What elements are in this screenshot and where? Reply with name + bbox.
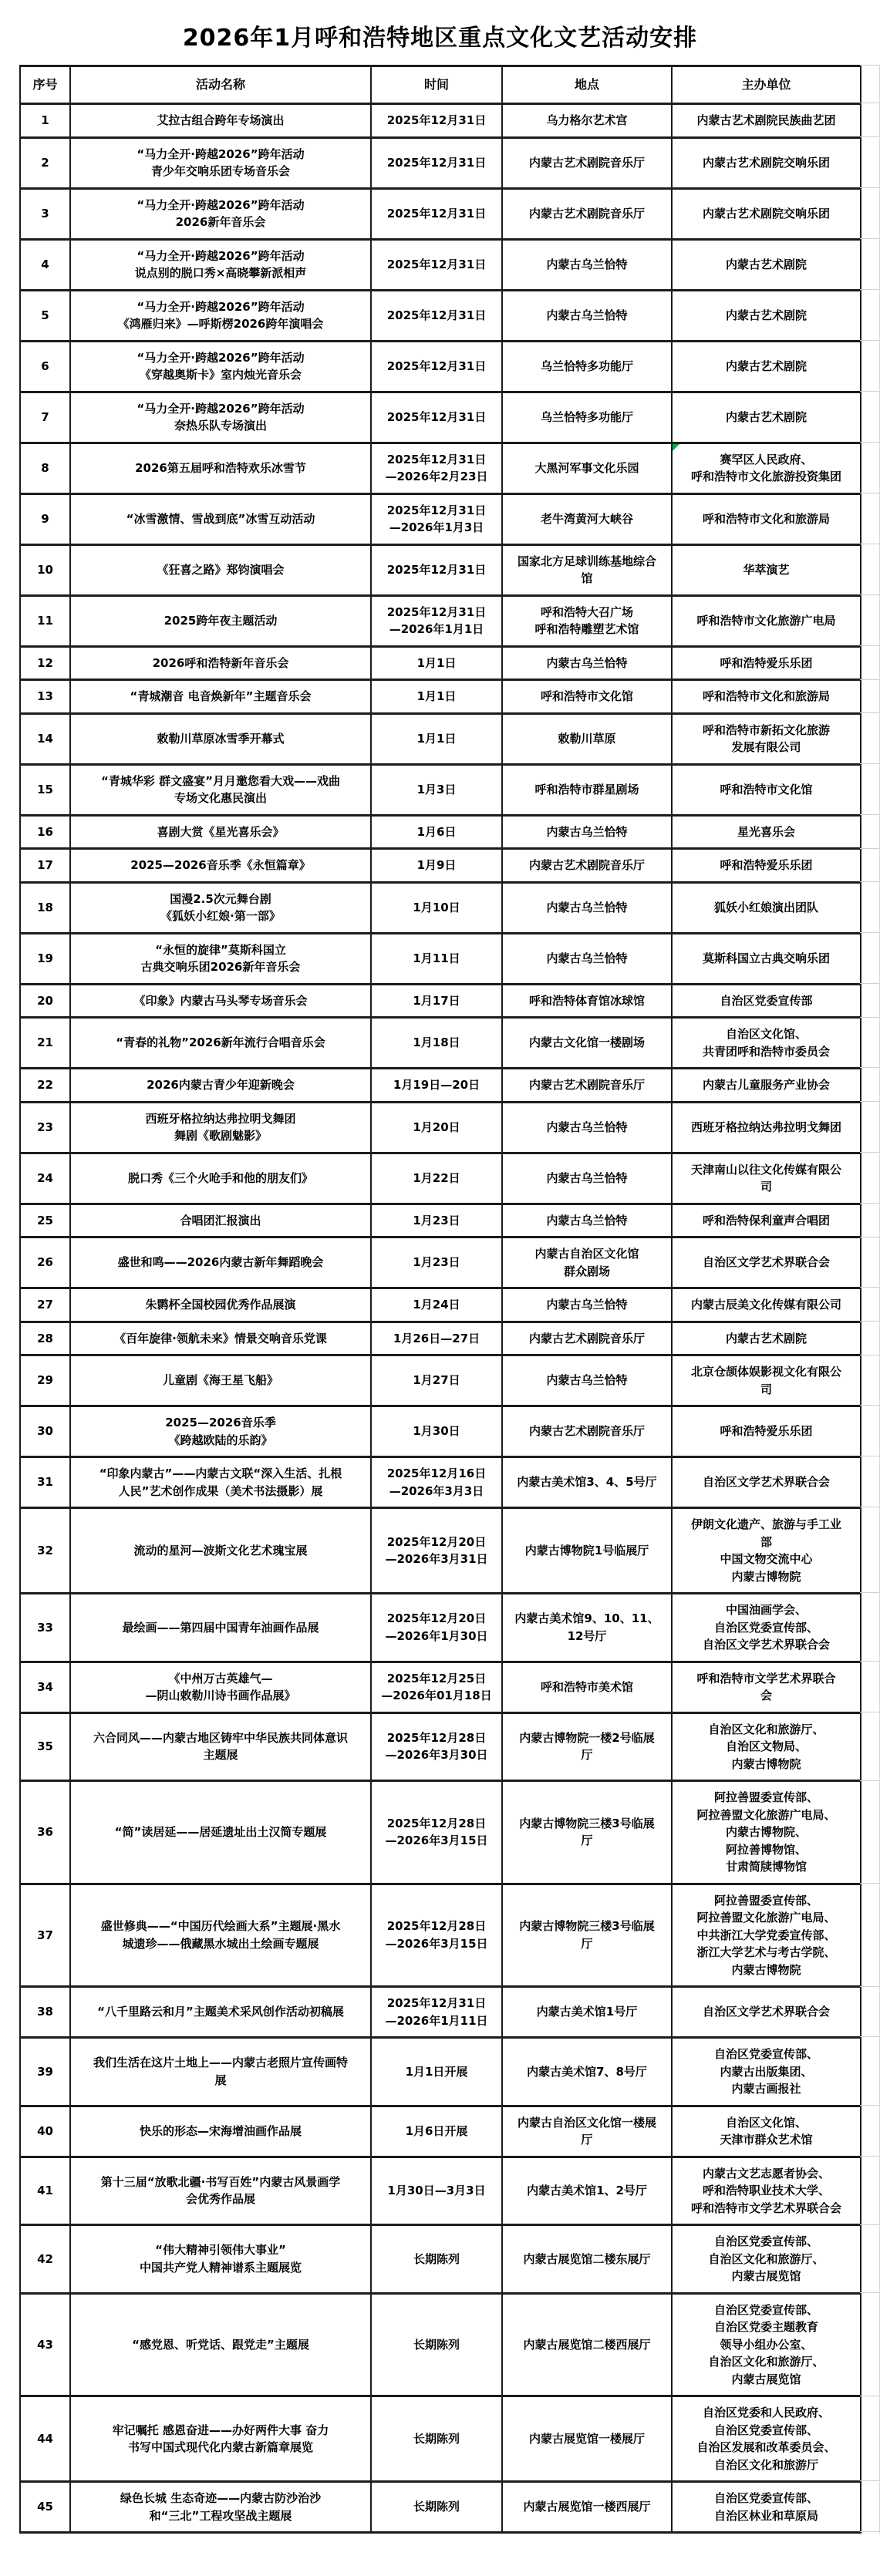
header-activity-name: 活动名称 [70, 66, 371, 104]
cell-time: 长期陈列 [371, 2293, 502, 2396]
cell-time: 1月19日—20日 [371, 1069, 502, 1103]
table-row [20, 1153, 861, 1204]
cell-time: 1月30日 [371, 1406, 502, 1457]
table-row [20, 1457, 861, 1508]
cell-no: 45 [20, 2482, 70, 2533]
cell-org: 天津南山以往文化传媒有限公 司 [672, 1153, 861, 1204]
cell-name: 2025—2026音乐季 《跨越欧陆的乐韵》 [70, 1406, 371, 1457]
cell-no: 32 [20, 1508, 70, 1594]
cell-no: 29 [20, 1355, 70, 1406]
cell-name: 《印象》内蒙古马头琴专场音乐会 [70, 984, 371, 1018]
cell-place: 内蒙古美术馆7、8号厅 [502, 2038, 672, 2106]
cell-org: 内蒙古艺术剧院交响乐团 [672, 137, 861, 188]
cell-org: 内蒙古艺术剧院民族曲艺团 [672, 104, 861, 138]
cell-place: 内蒙古艺术剧院音乐厅 [502, 1406, 672, 1457]
cell-name: “马力全开·跨越2026”跨年活动 《鸿雁归来》—呼斯楞2026跨年演唱会 [70, 290, 371, 341]
cell-org: 呼和浩特保利童声合唱团 [672, 1204, 861, 1237]
cell-place: 内蒙古美术馆9、10、11、 12号厅 [502, 1594, 672, 1662]
cell-time: 2025年12月31日 [371, 392, 502, 443]
cell-org: 呼和浩特爱乐乐团 [672, 849, 861, 883]
cell-org: 自治区文学艺术界联合会 [672, 1237, 861, 1288]
cell-place: 呼和浩特市群星剧场 [502, 764, 672, 815]
table-row [20, 137, 861, 188]
cell-name: 2026内蒙古青少年迎新晚会 [70, 1069, 371, 1103]
cell-no: 12 [20, 646, 70, 680]
cell-name: 2026第五届呼和浩特欢乐冰雪节 [70, 443, 371, 493]
cell-time: 1月26日—27日 [371, 1322, 502, 1355]
cell-time: 1月3日 [371, 764, 502, 815]
cell-place: 内蒙古美术馆1号厅 [502, 1987, 672, 2038]
cell-name: 脱口秀《三个火呛手和他的朋友们》 [70, 1153, 371, 1204]
cell-no: 24 [20, 1153, 70, 1204]
cell-no: 38 [20, 1987, 70, 2038]
cell-time: 1月17日 [371, 984, 502, 1018]
cell-place: 内蒙古乌兰恰特 [502, 815, 672, 849]
cell-no: 14 [20, 713, 70, 764]
cell-place: 内蒙古展览馆二楼东展厅 [502, 2225, 672, 2294]
table-row [20, 1712, 861, 1781]
cell-org: 自治区党委和人民政府、 自治区党委宣传部、 自治区发展和改革委员会、 自治区文化和旅游厅 [672, 2396, 861, 2482]
cell-no: 18 [20, 882, 70, 933]
cell-name: 西班牙格拉纳达弗拉明戈舞团 舞剧《歌剧魅影》 [70, 1102, 371, 1153]
table-row [20, 1884, 861, 1987]
cell-place: 内蒙古自治区文化馆一楼展 厅 [502, 2106, 672, 2157]
cell-time: 1月6日 [371, 815, 502, 849]
table-row [20, 764, 861, 815]
cell-place: 内蒙古艺术剧院音乐厅 [502, 849, 672, 883]
cell-org: 呼和浩特爱乐乐团 [672, 1406, 861, 1457]
cell-place: 内蒙古乌兰恰特 [502, 1204, 672, 1237]
table-row [20, 2106, 861, 2157]
cell-org: 呼和浩特市文化馆 [672, 764, 861, 815]
cell-no: 5 [20, 290, 70, 341]
cell-no: 28 [20, 1322, 70, 1355]
cell-time: 2025年12月31日 [371, 544, 502, 595]
cell-name: 国漫2.5次元舞台剧 《狐妖小红娘·第一部》 [70, 882, 371, 933]
cell-name: 最绘画——第四届中国青年油画作品展 [70, 1594, 371, 1662]
cell-org: 中国油画学会、 自治区党委宣传部、 自治区文学艺术界联合会 [672, 1594, 861, 1662]
cell-place: 呼和浩特大召广场 呼和浩特雕塑艺术馆 [502, 595, 672, 646]
cell-org: 内蒙古艺术剧院 [672, 341, 861, 392]
cell-place: 内蒙古艺术剧院音乐厅 [502, 188, 672, 239]
table-row [20, 1322, 861, 1355]
cell-time: 2025年12月20日 —2026年1月30日 [371, 1594, 502, 1662]
cell-org: 自治区党委宣传部、 自治区党委主题教育 领导小组办公室、 自治区文化和旅游厅、 内蒙古展览馆 [672, 2293, 861, 2396]
header-no: 序号 [20, 66, 70, 104]
cell-no: 21 [20, 1018, 70, 1069]
cell-time: 1月18日 [371, 1018, 502, 1069]
cell-no: 37 [20, 1884, 70, 1987]
cell-name: 敕勒川草原冰雪季开幕式 [70, 713, 371, 764]
cell-no: 20 [20, 984, 70, 1018]
table-row [20, 2293, 861, 2396]
cell-name: 我们生活在这片土地上——内蒙古老照片宣传画特 展 [70, 2038, 371, 2106]
cell-no: 19 [20, 933, 70, 984]
cell-name: “青春的礼物”2026新年流行合唱音乐会 [70, 1018, 371, 1069]
cell-name: “马力全开·跨越2026”跨年活动 2026新年音乐会 [70, 188, 371, 239]
cell-no: 2 [20, 137, 70, 188]
cell-org: 自治区文化馆、 天津市群众艺术馆 [672, 2106, 861, 2157]
cell-no: 10 [20, 544, 70, 595]
ghost-column [860, 65, 880, 2534]
cell-org: 星光喜乐会 [672, 815, 861, 849]
cell-time: 1月23日 [371, 1237, 502, 1288]
cell-time: 长期陈列 [371, 2396, 502, 2482]
table-row [20, 1018, 861, 1069]
cell-place: 内蒙古自治区文化馆 群众剧场 [502, 1237, 672, 1288]
cell-org: 伊朗文化遗产、旅游与手工业 部 中国文物交流中心 内蒙古博物院 [672, 1508, 861, 1594]
cell-no: 41 [20, 2157, 70, 2225]
cell-name: “马力全开·跨越2026”跨年活动 说点别的脱口秀×高晓攀新派相声 [70, 239, 371, 290]
table-row [20, 646, 861, 680]
cell-org: 自治区党委宣传部、 自治区文化和旅游厅、 内蒙古展览馆 [672, 2225, 861, 2294]
cell-org: 呼和浩特市新拓文化旅游 发展有限公司 [672, 713, 861, 764]
cell-no: 35 [20, 1712, 70, 1781]
cell-time: 2025年12月31日 [371, 137, 502, 188]
cell-org: 呼和浩特市文化和旅游局 [672, 680, 861, 714]
cell-org: 狐妖小红娘演出团队 [672, 882, 861, 933]
table-row [20, 1237, 861, 1288]
cell-no: 33 [20, 1594, 70, 1662]
schedule-table-body [20, 104, 861, 2533]
cell-place: 呼和浩特市文化馆 [502, 680, 672, 714]
cell-org: 呼和浩特市文学艺术界联合 会 [672, 1662, 861, 1712]
cell-no: 31 [20, 1457, 70, 1508]
cell-place: 内蒙古展览馆二楼西展厅 [502, 2293, 672, 2396]
table-row [20, 1288, 861, 1322]
cell-time: 2025年12月28日 —2026年3月15日 [371, 1781, 502, 1884]
cell-time: 2025年12月20日 —2026年3月31日 [371, 1508, 502, 1594]
table-row [20, 1508, 861, 1594]
cell-no: 44 [20, 2396, 70, 2482]
cell-time: 2025年12月25日 —2026年01月18日 [371, 1662, 502, 1712]
table-row [20, 2038, 861, 2106]
cell-name: “青城潮音 电音焕新年”主题音乐会 [70, 680, 371, 714]
cell-name: “八千里路云和月”主题美术采风创作活动初稿展 [70, 1987, 371, 2038]
cell-no: 27 [20, 1288, 70, 1322]
table-row [20, 188, 861, 239]
cell-name: 牢记嘱托 感恩奋进——办好两件大事 奋力 书写中国式现代化内蒙古新篇章展览 [70, 2396, 371, 2482]
cell-org: 自治区党委宣传部、 内蒙古出版集团、 内蒙古画报社 [672, 2038, 861, 2106]
cell-org: 西班牙格拉纳达弗拉明戈舞团 [672, 1102, 861, 1153]
cell-place: 敕勒川草原 [502, 713, 672, 764]
cell-time: 长期陈列 [371, 2225, 502, 2294]
cell-org: 莫斯科国立古典交响乐团 [672, 933, 861, 984]
cell-time: 2025年12月31日 —2026年1月3日 [371, 493, 502, 544]
cell-name: 第十三届“放歌北疆·书写百姓”内蒙古风景画学 会优秀作品展 [70, 2157, 371, 2225]
cell-place: 乌兰恰特多功能厅 [502, 341, 672, 392]
cell-org: 自治区党委宣传部 [672, 984, 861, 1018]
table-row [20, 2482, 861, 2533]
cell-place: 内蒙古乌兰恰特 [502, 882, 672, 933]
table-row [20, 104, 861, 138]
cell-name: 盛世修典——“中国历代绘画大系”主题展·黑水 城遗珍——俄藏黑水城出土绘画专题展 [70, 1884, 371, 1987]
cell-no: 4 [20, 239, 70, 290]
cell-org: 内蒙古艺术剧院 [672, 239, 861, 290]
cell-time: 长期陈列 [371, 2482, 502, 2533]
cell-time: 1月1日开展 [371, 2038, 502, 2106]
cell-place: 内蒙古艺术剧院音乐厅 [502, 1069, 672, 1103]
bottom-margin [0, 2534, 880, 2549]
header-organizer: 主办单位 [672, 66, 861, 104]
table-row [20, 443, 861, 493]
cell-org: 自治区文学艺术界联合会 [672, 1987, 861, 2038]
cell-time: 2025年12月31日 [371, 188, 502, 239]
cell-org: 阿拉善盟委宣传部、 阿拉善盟文化旅游广电局、 中共浙江大学党委宣传部、 浙江大学艺术与考古学院、 内蒙古博物院 [672, 1884, 861, 1987]
cell-no: 43 [20, 2293, 70, 2396]
cell-org: 自治区文化和旅游厅、 自治区文物局、 内蒙古博物院 [672, 1712, 861, 1781]
cell-place: 大黑河军事文化乐园 [502, 443, 672, 493]
header-place: 地点 [502, 66, 672, 104]
table-row [20, 595, 861, 646]
cell-place: 内蒙古博物院一楼2号临展 厅 [502, 1712, 672, 1781]
cell-time: 1月1日 [371, 680, 502, 714]
cell-no: 22 [20, 1069, 70, 1103]
cell-place: 内蒙古美术馆1、2号厅 [502, 2157, 672, 2225]
cell-no: 25 [20, 1204, 70, 1237]
table-row [20, 544, 861, 595]
table-row [20, 2225, 861, 2294]
cell-name: 2025—2026音乐季《永恒篇章》 [70, 849, 371, 883]
cell-name: “冰雪激情、雪战到底”冰雪互动活动 [70, 493, 371, 544]
cell-name: 《中州万古英雄气— —阴山敕勒川诗书画作品展》 [70, 1662, 371, 1712]
cell-place: 内蒙古展览馆一楼展厅 [502, 2396, 672, 2482]
cell-time: 1月9日 [371, 849, 502, 883]
cell-name: “马力全开·跨越2026”跨年活动 奈热乐队专场演出 [70, 392, 371, 443]
table-row [20, 984, 861, 1018]
schedule-table [19, 65, 861, 2534]
cell-time: 1月1日 [371, 713, 502, 764]
table-row [20, 341, 861, 392]
table-row [20, 1662, 861, 1712]
cell-no: 8 [20, 443, 70, 493]
table-row [20, 493, 861, 544]
header-row [20, 66, 861, 104]
cell-time: 2025年12月16日 —2026年3月3日 [371, 1457, 502, 1508]
cell-org: 内蒙古艺术剧院 [672, 1322, 861, 1355]
cell-place: 国家北方足球训练基地综合 馆 [502, 544, 672, 595]
table-wrap [0, 65, 880, 2534]
table-row [20, 2157, 861, 2225]
cell-org: 赛罕区人民政府、 呼和浩特市文化旅游投资集团 [672, 443, 861, 493]
cell-name: 绿色长城 生态奇迹——内蒙古防沙治沙 和“三北”工程攻坚战主题展 [70, 2482, 371, 2533]
cell-no: 30 [20, 1406, 70, 1457]
table-row [20, 849, 861, 883]
cell-place: 老牛湾黄河大峡谷 [502, 493, 672, 544]
cell-place: 内蒙古展览馆一楼西展厅 [502, 2482, 672, 2533]
cell-name: 合唱团汇报演出 [70, 1204, 371, 1237]
cell-place: 内蒙古博物院三楼3号临展 厅 [502, 1884, 672, 1987]
cell-time: 2025年12月31日 [371, 341, 502, 392]
cell-place: 乌兰恰特多功能厅 [502, 392, 672, 443]
cell-place: 呼和浩特市美术馆 [502, 1662, 672, 1712]
cell-place: 内蒙古博物院三楼3号临展 厅 [502, 1781, 672, 1884]
table-row [20, 933, 861, 984]
cell-time: 1月6日开展 [371, 2106, 502, 2157]
cell-org: 呼和浩特市文化旅游广电局 [672, 595, 861, 646]
cell-org: 内蒙古艺术剧院 [672, 392, 861, 443]
cell-name: 流动的星河—波斯文化艺术瑰宝展 [70, 1508, 371, 1594]
cell-org: 自治区党委宣传部、 自治区林业和草原局 [672, 2482, 861, 2533]
cell-no: 39 [20, 2038, 70, 2106]
cell-name: 《百年旋律·领航未来》情景交响音乐党课 [70, 1322, 371, 1355]
cell-name: “青城华彩 群文盛宴”月月邀您看大戏——戏曲 专场文化惠民演出 [70, 764, 371, 815]
cell-name: 2026呼和浩特新年音乐会 [70, 646, 371, 680]
cell-time: 1月27日 [371, 1355, 502, 1406]
cell-name: “感党恩、听党话、跟党走”主题展 [70, 2293, 371, 2396]
table-row [20, 1987, 861, 2038]
cell-place: 内蒙古乌兰恰特 [502, 933, 672, 984]
table-row [20, 1204, 861, 1237]
cell-time: 2025年12月31日 [371, 104, 502, 138]
cell-name: 儿童剧《海王星飞船》 [70, 1355, 371, 1406]
cell-no: 26 [20, 1237, 70, 1288]
cell-org: 呼和浩特爱乐乐团 [672, 646, 861, 680]
cell-time: 2025年12月31日 [371, 239, 502, 290]
cell-time: 1月24日 [371, 1288, 502, 1322]
cell-org: 自治区文化馆、 共青团呼和浩特市委员会 [672, 1018, 861, 1069]
cell-name: 六合同风——内蒙古地区铸牢中华民族共同体意识 主题展 [70, 1712, 371, 1781]
cell-no: 16 [20, 815, 70, 849]
cell-time: 1月10日 [371, 882, 502, 933]
cell-name: 朱鹮杯全国校园优秀作品展演 [70, 1288, 371, 1322]
table-row [20, 882, 861, 933]
page-title: 2026年1月呼和浩特地区重点文化文艺活动安排 [182, 25, 698, 52]
cell-org: 内蒙古艺术剧院 [672, 290, 861, 341]
cell-no: 42 [20, 2225, 70, 2294]
cell-time: 2025年12月31日 [371, 290, 502, 341]
table-row [20, 1594, 861, 1662]
cell-place: 内蒙古文化馆一楼剧场 [502, 1018, 672, 1069]
cell-name: 盛世和鸣——2026内蒙古新年舞蹈晚会 [70, 1237, 371, 1288]
cell-no: 17 [20, 849, 70, 883]
cell-no: 1 [20, 104, 70, 138]
table-row [20, 2396, 861, 2482]
cell-place: 内蒙古艺术剧院音乐厅 [502, 137, 672, 188]
cell-no: 13 [20, 680, 70, 714]
table-row [20, 815, 861, 849]
cell-org: 华萃演艺 [672, 544, 861, 595]
cell-time: 2025年12月31日 —2026年1月11日 [371, 1987, 502, 2038]
cell-name: 快乐的形态—宋海增油画作品展 [70, 2106, 371, 2157]
cell-org: 自治区文学艺术界联合会 [672, 1457, 861, 1508]
cell-time: 1月1日 [371, 646, 502, 680]
cell-place: 内蒙古博物院1号临展厅 [502, 1508, 672, 1594]
cell-no: 40 [20, 2106, 70, 2157]
cell-no: 11 [20, 595, 70, 646]
cell-place: 内蒙古乌兰恰特 [502, 1102, 672, 1153]
cell-name: 《狂喜之路》郑钧演唱会 [70, 544, 371, 595]
table-row [20, 239, 861, 290]
cell-name: “伟大精神引领伟大事业” 中国共产党人精神谱系主题展览 [70, 2225, 371, 2294]
cell-no: 23 [20, 1102, 70, 1153]
cell-time: 1月30日—3月3日 [371, 2157, 502, 2225]
cell-org: 内蒙古儿童服务产业协会 [672, 1069, 861, 1103]
cell-no: 36 [20, 1781, 70, 1884]
cell-name: “永恒的旋律”莫斯科国立 古典交响乐团2026新年音乐会 [70, 933, 371, 984]
cell-name: 艾拉古组合跨年专场演出 [70, 104, 371, 138]
cell-name: 喜剧大赏《星光喜乐会》 [70, 815, 371, 849]
cell-time: 1月22日 [371, 1153, 502, 1204]
header-time: 时间 [371, 66, 502, 104]
cell-org: 阿拉善盟委宣传部、 阿拉善盟文化旅游广电局、 内蒙古博物院、 阿拉善博物馆、 甘肃简牍博物馆 [672, 1781, 861, 1884]
cell-place: 乌力格尔艺术宫 [502, 104, 672, 138]
cell-org: 内蒙古辰美文化传媒有限公司 [672, 1288, 861, 1322]
cell-name: “简”读居延——居延遗址出土汉简专题展 [70, 1781, 371, 1884]
cell-time: 2025年12月31日 —2026年2月23日 [371, 443, 502, 493]
cell-time: 1月11日 [371, 933, 502, 984]
cell-place: 内蒙古乌兰恰特 [502, 239, 672, 290]
cell-no: 34 [20, 1662, 70, 1712]
cell-time: 2025年12月31日 —2026年1月1日 [371, 595, 502, 646]
cell-place: 内蒙古乌兰恰特 [502, 1355, 672, 1406]
cell-place: 内蒙古乌兰恰特 [502, 290, 672, 341]
cell-no: 15 [20, 764, 70, 815]
table-row [20, 680, 861, 714]
error-indicator-triangle [673, 444, 679, 451]
cell-name: “马力全开·跨越2026”跨年活动 青少年交响乐团专场音乐会 [70, 137, 371, 188]
cell-org: 内蒙古艺术剧院交响乐团 [672, 188, 861, 239]
cell-name: “马力全开·跨越2026”跨年活动 《穿越奥斯卡》室内烛光音乐会 [70, 341, 371, 392]
table-row [20, 1355, 861, 1406]
table-row [20, 290, 861, 341]
cell-time: 2025年12月28日 —2026年3月30日 [371, 1712, 502, 1781]
table-row [20, 1069, 861, 1103]
cell-place: 内蒙古乌兰恰特 [502, 646, 672, 680]
cell-name: 2025跨年夜主题活动 [70, 595, 371, 646]
cell-place: 内蒙古艺术剧院音乐厅 [502, 1322, 672, 1355]
table-row [20, 392, 861, 443]
table-row [20, 1102, 861, 1153]
cell-place: 内蒙古美术馆3、4、5号厅 [502, 1457, 672, 1508]
cell-place: 内蒙古乌兰恰特 [502, 1288, 672, 1322]
table-row [20, 1781, 861, 1884]
cell-name: “印象内蒙古”——内蒙古文联“深入生活、扎根 人民”艺术创作成果（美术书法摄影）展 [70, 1457, 371, 1508]
table-row [20, 713, 861, 764]
cell-org: 呼和浩特市文化和旅游局 [672, 493, 861, 544]
cell-time: 2025年12月28日 —2026年3月15日 [371, 1884, 502, 1987]
cell-place: 呼和浩特体育馆冰球馆 [502, 984, 672, 1018]
cell-no: 7 [20, 392, 70, 443]
cell-org: 内蒙古文艺志愿者协会、 呼和浩特职业技术大学、 呼和浩特市文学艺术界联合会 [672, 2157, 861, 2225]
table-row [20, 1406, 861, 1457]
cell-place: 内蒙古乌兰恰特 [502, 1153, 672, 1204]
cell-time: 1月20日 [371, 1102, 502, 1153]
cell-no: 6 [20, 341, 70, 392]
cell-org: 北京仓颉体娱影视文化有限公 司 [672, 1355, 861, 1406]
cell-no: 3 [20, 188, 70, 239]
cell-time: 1月23日 [371, 1204, 502, 1237]
cell-no: 9 [20, 493, 70, 544]
